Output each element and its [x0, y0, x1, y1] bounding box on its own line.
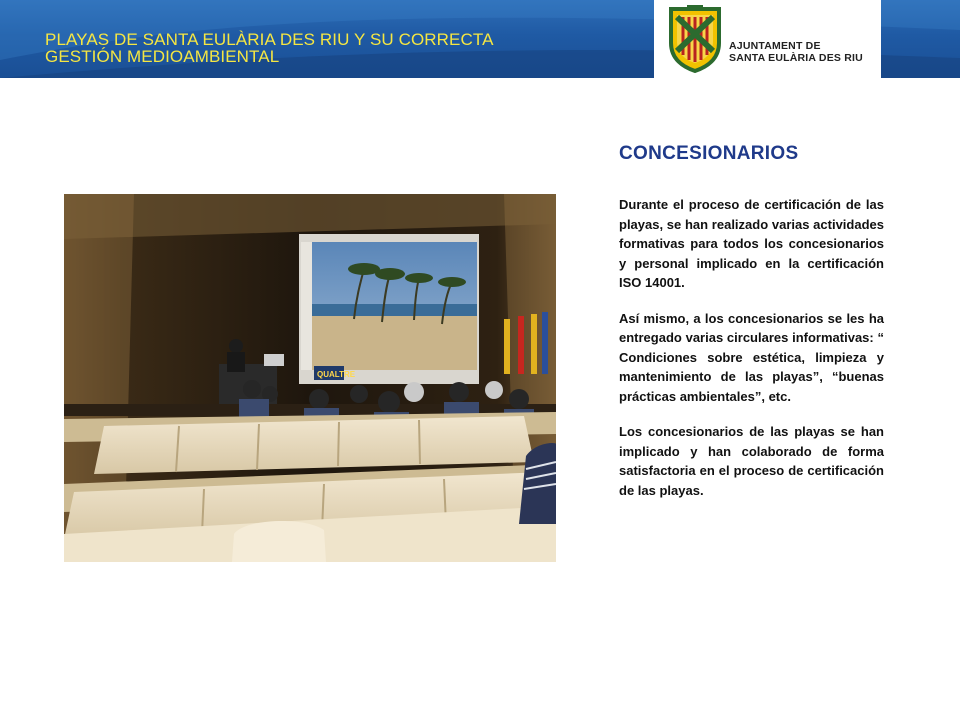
body-text [619, 195, 884, 516]
presentation-title [45, 31, 625, 65]
paragraph-circulars: Así mismo, a los concesionarios se les ha entregado varias circulares informativas: “ Condiciones sobre estética, limpieza y mantenimiento de las playas”, “buenas prácticas ambientales”, etc. [619, 310, 884, 404]
screen-brand-label: QUALTRE [317, 370, 356, 379]
title-line-2: GESTIÓN MEDIOAMBIENTAL [45, 47, 280, 66]
title-line-1: PLAYAS DE SANTA EULÀRIA DES RIU Y SU CORRECTA [45, 30, 494, 49]
logo-text [729, 40, 863, 64]
logo-line-1: AJUNTAMENT DE [729, 40, 821, 52]
paragraph-training: Durante el proceso de certificación de las playas, se han realizado varias actividades formativas para todos los concesionarios y personal implicado en la certificación ISO 14001. [619, 197, 884, 290]
paragraph-collaboration: Los concesionarios de las playas se han implicado y han colaborado de forma satisfactoria en el proceso de certificación de las playas. [619, 424, 884, 498]
conference-photo-image [64, 194, 556, 562]
logo-line-2: SANTA EULÀRIA DES RIU [729, 52, 863, 64]
conference-photo [64, 194, 556, 562]
section-title: CONCESIONARIOS [619, 143, 799, 164]
municipality-logo [654, 0, 881, 78]
coat-of-arms-icon [667, 5, 723, 73]
